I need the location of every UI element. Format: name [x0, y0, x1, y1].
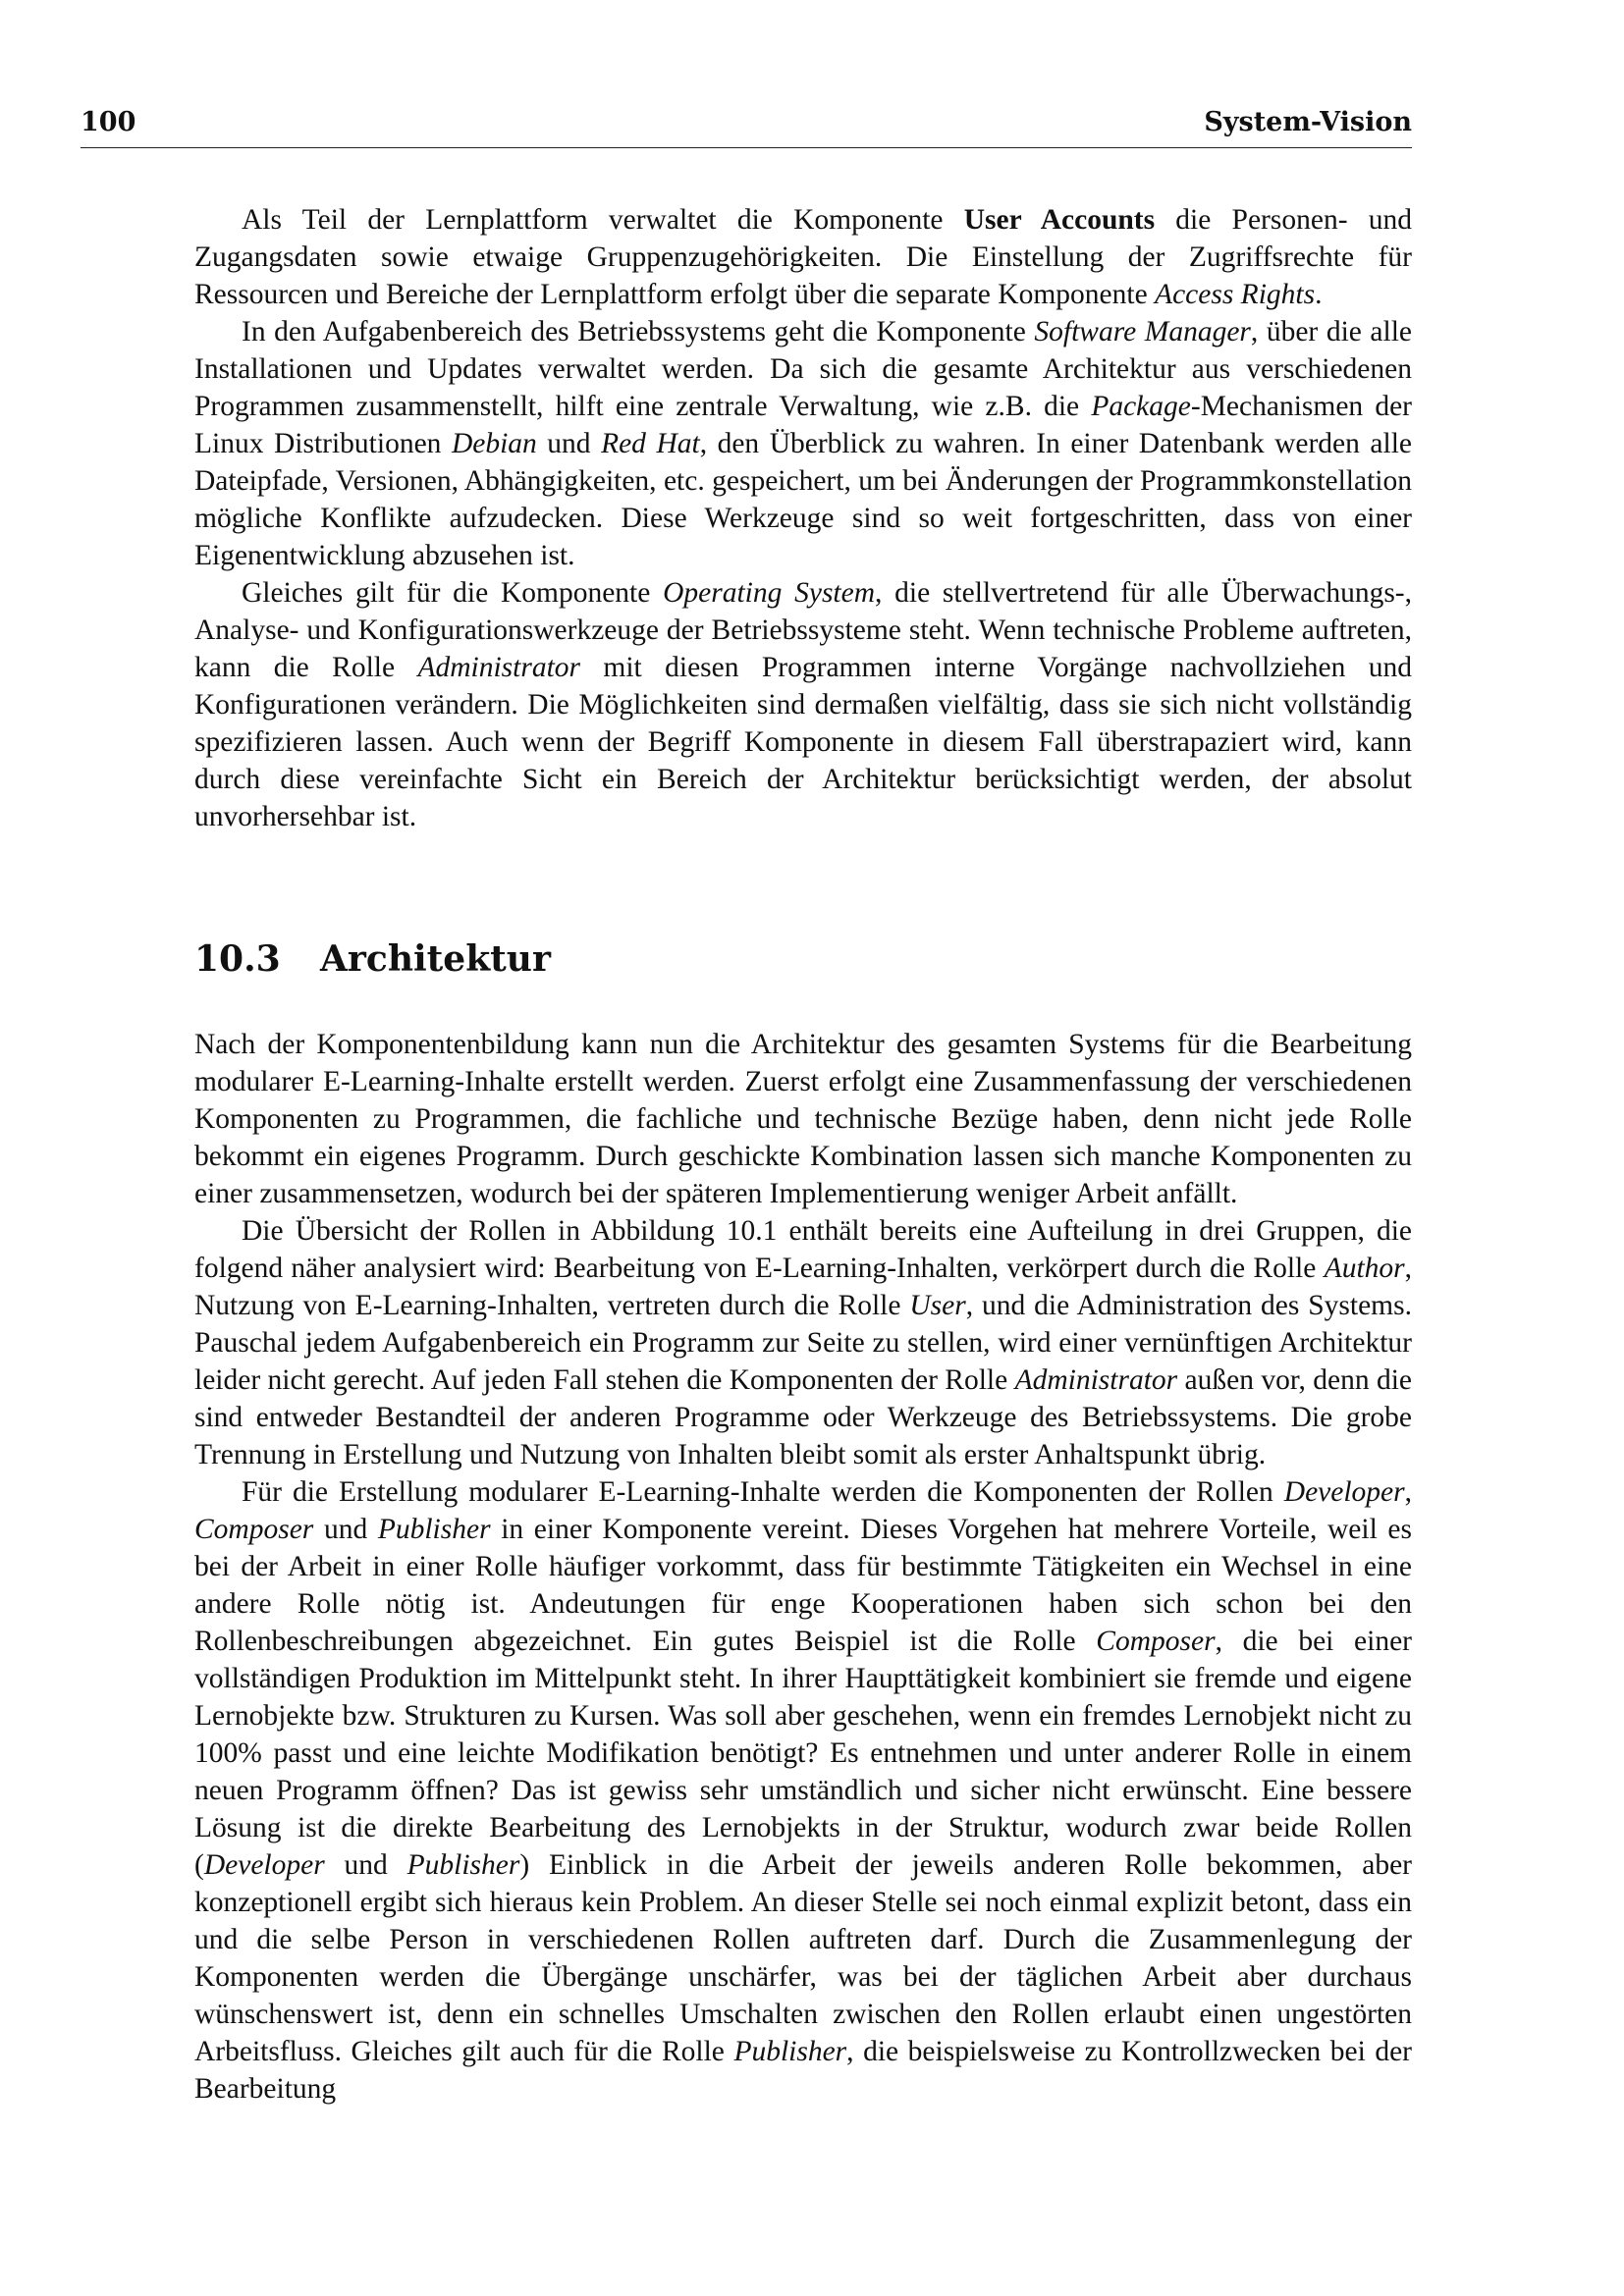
section-number: 10.3 [194, 938, 281, 980]
running-header [81, 106, 1412, 148]
section-body [194, 1026, 1412, 2108]
intro-text [194, 201, 1412, 835]
paragraph-operating-system: Gleiches gilt für die Komponente Operating System, die stellvertretend für alle Überwachungs-, Analyse- und Konfigurationswerkzeuge der Betriebssysteme steht. Wenn technische Probleme auftreten, kann die Rolle Administrator mit diesen Programmen interne Vorgänge nachvollziehen und Konfigurationen verändern. Die Möglichkeiten sind dermaßen vielfältig, dass sie sich nicht vollständig spezifizieren lassen. Auch wenn der Begriff Komponente in diesem Fall überstrapaziert wird, kann durch diese vereinfachte Sicht ein Bereich der Architektur berücksichtigt werden, der absolut unvorhersehbar ist. [194, 577, 1413, 832]
paragraph-user-accounts: Als Teil der Lernplattform verwaltet die Komponente User Accounts die Personen- und Zugangsdaten sowie etwaige Gruppenzugehörigkeiten. Die Einstellung der Zugriffsrechte für Ressourcen und Bereiche der Lernplattform erfolgt über die separate Komponente Access Rights. [194, 204, 1412, 310]
paragraph-komponentenbildung: Nach der Komponentenbildung kann nun die Architektur des gesamten Systems für die Bearbeitung modularer E-Learning-Inhalte erstellt werden. Zuerst erfolgt eine Zusammenfassung der verschiedenen Komponenten zu Programmen, die fachliche und technische Bezüge haben, denn nicht jede Rolle bekommt ein eigenes Programm. Durch geschickte Kombination lassen sich manche Komponenten zu einer zusammensetzen, wodurch bei der späteren Implementierung weniger Arbeit anfällt. [194, 1029, 1412, 1209]
running-title: System-Vision [1204, 107, 1412, 137]
section-heading [194, 937, 551, 981]
page-number: 100 [81, 107, 136, 137]
paragraph-erstellung: Für die Erstellung modularer E-Learning-Inhalte werden die Komponenten der Rollen Developer, Composer und Publisher in einer Komponente vereint. Dieses Vorgehen hat mehrere Vorteile, weil es bei der Arbeit in einer Rolle häufiger vorkommt, dass für bestimmte Tätigkeiten ein Wechsel in eine andere Rolle nötig ist. Andeutungen für enge Kooperationen haben sich schon bei den Rollenbeschreibungen abgezeichnet. Ein gutes Beispiel ist die Rolle Composer, die bei einer vollständigen Produktion im Mittelpunkt steht. In ihrer Haupttätigkeit kombiniert sie fremde und eigene Lernobjekte bzw. Strukturen zu Kursen. Was soll aber geschehen, wenn ein fremdes Lernobjekt nicht zu 100% passt und eine leichte Modifikation benötigt? Es entnehmen und unter anderer Rolle in einem neuen Programm öffnen? Das ist gewiss sehr umständlich und sicher nicht erwünscht. Eine bessere Lösung ist die direkte Bearbeitung des Lernobjekts in der Struktur, wodurch zwar beide Rollen (Developer und Publisher) Einblick in die Arbeit der jeweils anderen Rolle bekommen, aber konzeptionell ergibt sich hieraus kein Problem. An dieser Stelle sei noch einmal explizit betont, dass ein und die selbe Person in verschiedenen Rollen auftreten darf. Durch die Zusammenlegung der Komponenten werden die Übergänge unschärfer, was bei der täglichen Arbeit aber durchaus wünschenswert ist, denn ein schnelles Umschalten zwischen den Rollen erlaubt einen ungestörten Arbeitsfluss. Gleiches gilt auch für die Rolle Publisher, die beispielsweise zu Kontrollzwecken bei der Bearbeitung [194, 1476, 1413, 2105]
section-title: Architektur [320, 938, 551, 980]
paragraph-software-manager: In den Aufgabenbereich des Betriebssystems geht die Komponente Software Manager, über die alle Installationen und Updates verwaltet werden. Da sich die gesamte Architektur aus verschiedenen Programmen zusammenstellt, hilft eine zentrale Verwaltung, wie z.B. die Package-Mechanismen der Linux Distributionen Debian und Red Hat, den Überblick zu wahren. In einer Datenbank werden alle Dateipfade, Versionen, Abhängigkeiten, etc. gespeichert, um bei Änderungen der Programmkonstellation mögliche Konflikte aufzudecken. Diese Werkzeuge sind so weit fortgeschritten, dass von einer Eigenentwicklung abzusehen ist. [194, 316, 1413, 571]
paragraph-rollen-uebersicht: Die Übersicht der Rollen in Abbildung 10.1 enthält bereits eine Aufteilung in drei Gruppen, die folgend näher analysiert wird: Bearbeitung von E-Learning-Inhalten, verkörpert durch die Rolle Author, Nutzung von E-Learning-Inhalten, vertreten durch die Rolle User, und die Administration des Systems. Pauschal jedem Aufgabenbereich ein Programm zur Seite zu stellen, wird einer vernünftigen Architektur leider nicht gerecht. Auf jeden Fall stehen die Komponenten der Rolle Administrator außen vor, denn die sind entweder Bestandteil der anderen Programme oder Werkzeuge des Betriebssystems. Die grobe Trennung in Erstellung und Nutzung von Inhalten bleibt somit als erster Anhaltspunkt übrig. [194, 1215, 1412, 1470]
